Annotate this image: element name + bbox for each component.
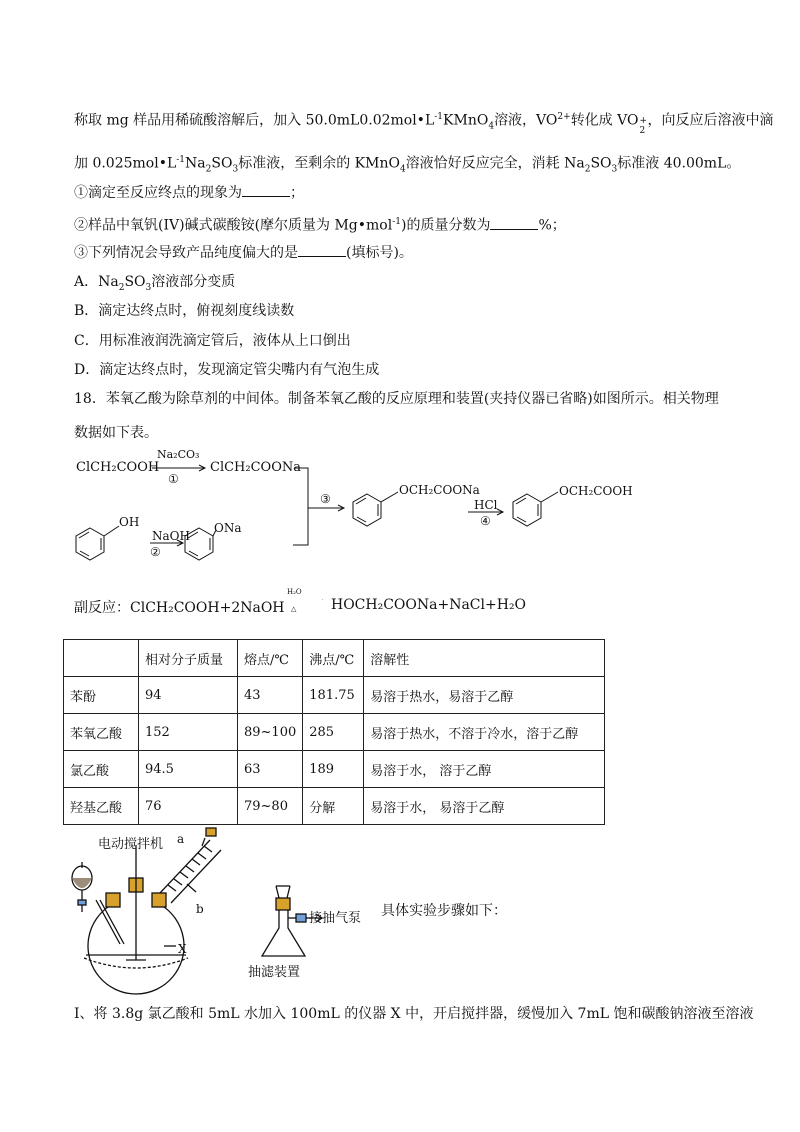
steps-intro: 具体实验步骤如下：: [381, 903, 507, 919]
option-c: C．用标准液润洗滴定管后，液体从上口倒出: [74, 333, 351, 349]
question-2: ②样品中氧钒(IV)碱式碳酸铵(摩尔质量为 Mg•mol$^{-1}$)的质量分数为 %；: [74, 212, 566, 236]
table-cell: 189: [303, 751, 364, 788]
side-reaction-condition-bottom: △: [291, 605, 297, 613]
reagent-naoh: NaOH: [152, 529, 190, 543]
question-3: ③下列情况会导致产品纯度偏大的是 (填标号)。: [74, 242, 413, 263]
stirrer-label: 电动搅拌机: [98, 837, 164, 852]
side-reaction-condition-top: H₂O: [287, 588, 302, 596]
reflux-condenser: [160, 828, 221, 903]
answer-blank: [298, 242, 346, 257]
table-cell: 152: [139, 714, 238, 751]
table-cell: 苯酚: [64, 677, 139, 714]
table-row: [64, 751, 605, 788]
intermediate-label: OCH₂COONa: [399, 483, 480, 497]
bracket: [293, 468, 308, 545]
step-label-1: ①: [168, 472, 179, 486]
table-cell: 63: [238, 751, 303, 788]
dropping-funnel: [72, 862, 124, 944]
table-header-row: [64, 640, 605, 677]
product-sodium-chloroacetate: ClCH₂COONa: [210, 460, 301, 475]
benzene-ring-intermediate: [353, 492, 398, 526]
step-label-4: ④: [480, 514, 491, 528]
table-header-cell: 沸点/℃: [303, 640, 364, 677]
table-cell: 苯氧乙酸: [64, 714, 139, 751]
answer-blank: [242, 182, 290, 197]
three-neck-flask: [84, 878, 188, 994]
problem-18-line-2: 数据如下表。: [74, 425, 158, 441]
step-label-2: ②: [150, 545, 161, 559]
final-product-label: OCH₂COOH: [559, 484, 633, 498]
table-header-cell: 熔点/℃: [238, 640, 303, 677]
answer-blank: [490, 215, 538, 230]
table-header-cell: 相对分子质量: [139, 640, 238, 677]
table-cell: 79~80: [238, 788, 303, 825]
table-cell: 43: [238, 677, 303, 714]
option-b: B．滴定达终点时，俯视刻度线读数: [74, 303, 295, 319]
stirrer-rod: [126, 845, 146, 960]
benzene-ring-final: [513, 492, 558, 526]
table-cell: 285: [303, 714, 364, 751]
table-row: [64, 788, 605, 825]
paragraph-line-2: 加 $0.025mol•L^{-1}Na_2SO_3$标准液，至剩余的 KMnO$_4$溶液恰好反应完全，消耗 $Na_2SO_3$标准液 40.00mL。: [74, 155, 741, 175]
table-cell: 易溶于水， 溶于乙醇: [364, 751, 605, 788]
table-cell: 氯乙酸: [64, 751, 139, 788]
reagent-hcl: HCl: [474, 498, 498, 512]
flask-x-label: X: [178, 942, 187, 956]
step-label-3: ③: [320, 492, 331, 506]
option-a: A．$Na_2SO_3$溶液部分变质: [74, 274, 236, 293]
table-cell: 分解: [303, 788, 364, 825]
table-row: [64, 677, 605, 714]
benzene-ring-phenol: [76, 526, 119, 560]
table-header-cell: 溶解性: [364, 640, 605, 677]
table-row: [64, 714, 605, 751]
table-cell: 94: [139, 677, 238, 714]
table-cell: 羟基乙酸: [64, 788, 139, 825]
condenser-inlet-a-label: a: [177, 832, 185, 846]
arrow-head: [199, 465, 205, 471]
paragraph-line-1: 称取 mg 样品用稀硫酸溶解后，加入 $50.0mL0.02mol•L^{-1}KMnO_4$溶液，$VO^{2+}$转化成 VO + 2 ，向反应后溶液中滴: [74, 112, 774, 136]
table-cell: 易溶于水， 易溶于乙醇: [364, 788, 605, 825]
reactant-chloroacetic-acid: ClCH₂COOH: [76, 460, 160, 475]
pump-label: 接抽气泵: [309, 911, 362, 926]
side-reaction-products: HOCH₂COONa+NaCl+H₂O: [331, 597, 527, 613]
phenoxide-ona-label: ONa: [214, 521, 242, 535]
table-cell: 76: [139, 788, 238, 825]
side-reaction-label: 副反应：ClCH₂COOH+2NaOH: [74, 600, 285, 616]
condenser-outlet-b-label: b: [196, 902, 204, 916]
table-cell: 易溶于热水，易溶于乙醇: [364, 677, 605, 714]
question-1: ①滴定至反应终点的现象为 ；: [74, 182, 304, 203]
table-header-cell: [64, 640, 139, 677]
filter-apparatus-label: 抽滤装置: [248, 965, 301, 980]
physical-data-table: [63, 639, 605, 825]
reagent-na2co3: Na₂CO₃: [157, 448, 200, 461]
problem-18-line-1: 18．苯氧乙酸为除草剂的中间体。制备苯氧乙酸的反应原理和装置(夹持仪器已省略)如图所示。相关物理: [74, 391, 719, 407]
table-cell: 易溶于热水，不溶于冷水，溶于乙醇: [364, 714, 605, 751]
option-d: D．滴定达终点时，发现滴定管尖嘴内有气泡生成: [74, 362, 380, 378]
table-cell: 89~100: [238, 714, 303, 751]
table-cell: 181.75: [303, 677, 364, 714]
phenol-oh-label: OH: [119, 515, 140, 529]
procedure-step-1: Ⅰ、将 3.8g 氯乙酸和 5mL 水加入 100mL 的仪器 X 中，开启搅拌器，缓慢加入 7mL 饱和碳酸钠溶液至溶液: [74, 1006, 754, 1022]
table-cell: 94.5: [139, 751, 238, 788]
